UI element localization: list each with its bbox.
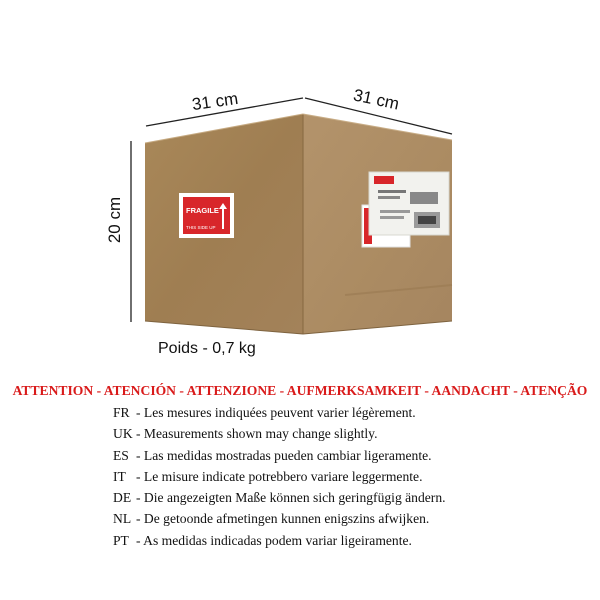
notice-line-es xyxy=(0,448,600,469)
fragile-label-title: FRAGILE xyxy=(186,206,219,215)
width-right-label: 31 cm xyxy=(351,85,401,114)
notice-text: - Le misure indicate potrebbero variare leggermente. xyxy=(136,468,423,484)
language-code: ES xyxy=(113,447,129,463)
notice-text: - Die angezeigten Maße können sich geringfügig ändern. xyxy=(136,490,446,506)
measurement-notice xyxy=(0,383,600,554)
notice-line-nl xyxy=(0,511,600,532)
language-code: UK xyxy=(113,426,133,442)
height-label: 20 cm xyxy=(105,196,125,244)
language-code: PT xyxy=(113,532,129,548)
notice-text: - Les mesures indiquées peuvent varier légèrement. xyxy=(136,405,416,420)
language-code: NL xyxy=(113,511,132,527)
language-code: FR xyxy=(113,405,130,420)
width-left-label: 31 cm xyxy=(190,88,240,115)
notice-line-uk xyxy=(0,426,600,447)
notice-text: - Measurements shown may change slightly. xyxy=(136,426,378,442)
notice-text: - Las medidas mostradas pueden cambiar ligeramente. xyxy=(136,447,432,463)
language-code: DE xyxy=(113,490,132,506)
notice-title: ATTENTION - ATENCIÓN - ATTENZIONE - AUFMERKSAMKEIT - AANDACHT - ATENÇÃO xyxy=(12,383,588,398)
notice-text: - As medidas indicadas podem variar ligeiramente. xyxy=(136,532,412,548)
notice-line-it xyxy=(0,469,600,490)
language-code: IT xyxy=(113,468,126,484)
notice-line-fr xyxy=(0,405,600,426)
notice-text: - De getoonde afmetingen kunnen enigszins afwijken. xyxy=(136,511,430,527)
weight-label: Poids - 0,7 kg xyxy=(158,340,256,357)
notice-lines xyxy=(0,405,600,554)
notice-line-de xyxy=(0,490,600,511)
notice-line-pt xyxy=(0,533,600,554)
fragile-label-subtitle: THIS SIDE UP xyxy=(186,225,216,230)
fragile-label xyxy=(179,193,234,238)
